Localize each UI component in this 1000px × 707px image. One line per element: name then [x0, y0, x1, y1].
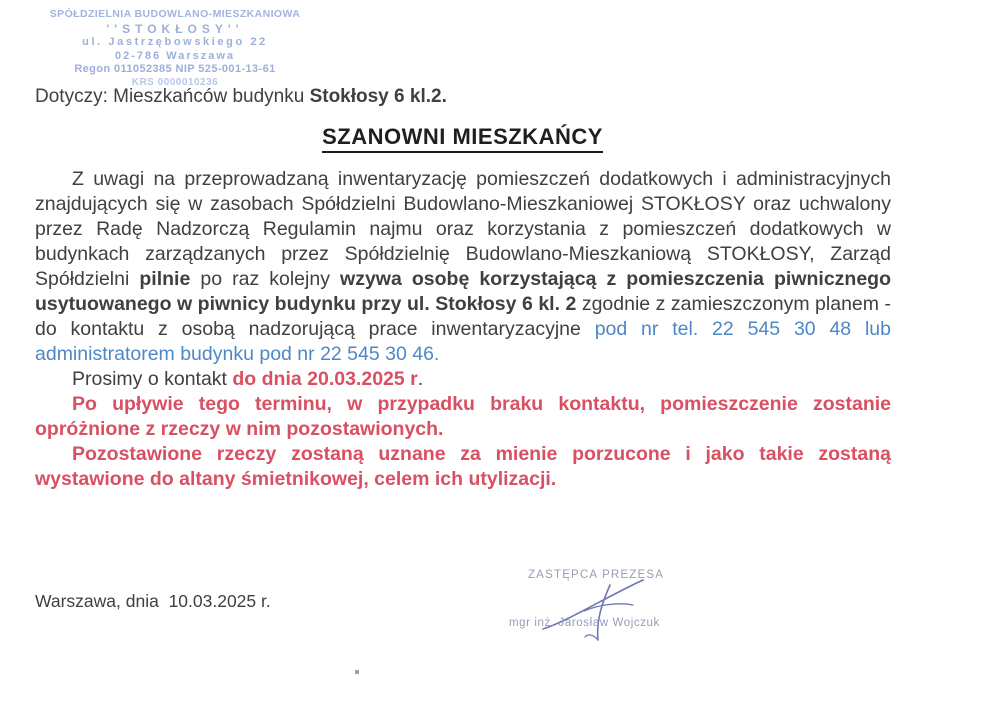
- signature-name: mgr inż. Jarosław Wojczuk: [509, 617, 660, 629]
- stamp-street: ul. Jastrzębowskiego 22: [82, 36, 268, 49]
- subject-line: [35, 86, 955, 108]
- paragraph-contact-deadline: Prosimy o kontakt do dnia 20.03.2025 r.: [72, 368, 424, 390]
- page-title: SZANOWNI MIESZKAŃCY: [322, 124, 603, 153]
- scan-artifact-dot: [355, 670, 359, 674]
- paragraph-warning-disposal: Pozostawione rzeczy zostaną uznane za mienie porzucone i jako takie zostaną wystawione do altany śmietnikowej, celem ich utylizacji.: [35, 443, 891, 490]
- paragraph-warning-emptying: Po upływie tego terminu, w przypadku braku kontaktu, pomieszczenie zostanie opróżnione z rzeczy w nim pozostawionych.: [35, 393, 891, 440]
- handwritten-signature: [540, 577, 652, 643]
- stamp-brand-name: ''STOKŁOSY'': [106, 21, 244, 36]
- stamp-regon-nip: Regon 011052385 NIP 525-001-13-61: [74, 63, 276, 76]
- official-stamp: [22, 8, 328, 89]
- paragraph-main: Z uwagi na przeprowadzaną inwentaryzację pomieszczeń dodatkowych i administracyjnych znajdujących się w zasobach Spółdzielni Budowlano-Mieszkaniowej STOKŁOSY oraz uchwalony przez Radę Nadzorczą Regulamin najmu oraz korzystania z pomieszczeń dodatkowych w budynkach zarządzanych przez Spółdzielnię Budowlano-Mieszkaniową STOKŁOSY, Zarząd Spółdzielni pilnie po raz kolejny wzywa osobę korzystającą z pomieszczenia piwnicznego usytuowanego w piwnicy budynku przy ul. Stokłosy 6 kl. 2 zgodnie z zamieszczonym planem - do kontaktu z osobą nadzorującą prace inwentaryzacyjne pod nr tel. 22 545 30 48 lub administratorem budynku pod nr 22 545 30 46.: [35, 168, 892, 365]
- subject-prefix: Dotyczy: Mieszkańców budynku: [35, 86, 310, 107]
- heading-wrap: [35, 124, 890, 153]
- date-line: Warszawa, dnia 10.03.2025 r.: [35, 591, 271, 611]
- stamp-krs: KRS 0000010236: [131, 76, 219, 88]
- letter-body: [35, 167, 891, 492]
- stamp-cooperative-name: SPÓŁDZIELNIA BUDOWLANO-MIESZKANIOWA: [49, 8, 301, 20]
- stamp-city: 02-786 Warszawa: [114, 49, 236, 62]
- signature-title: ZASTĘPCA PREZESA: [528, 569, 665, 581]
- subject-building: Stokłosy 6 kl.2.: [309, 86, 447, 107]
